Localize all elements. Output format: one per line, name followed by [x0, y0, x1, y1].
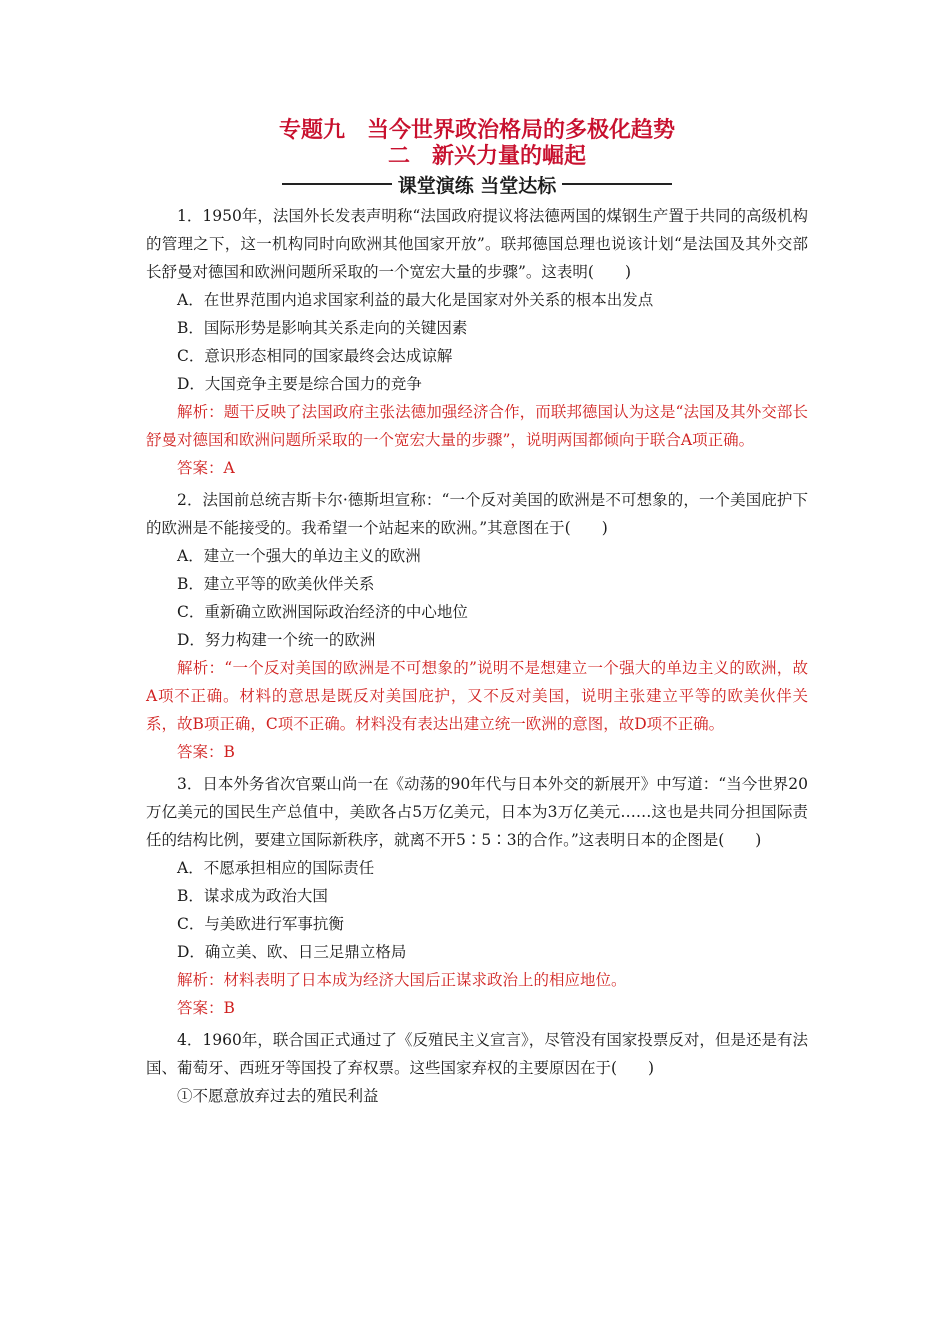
page-title: 专题九 当今世界政治格局的多极化趋势	[278, 118, 675, 143]
option-c: C．重新确立欧洲国际政治经济的中心地位	[177, 603, 468, 621]
question-1	[146, 202, 808, 482]
document-page	[146, 118, 808, 1110]
option-b: B．建立平等的欧美伙伴关系	[177, 575, 375, 593]
analysis-text: 解析：“一个反对美国的欧洲是不可想象的”说明不是想建立一个强大的单边主义的欧洲，故A项不正确。材料的意思是既反对美国庇护，又不反对美国，说明主张建立平等的欧美伙伴关系，故B项正确，C项不正确。材料没有表达出建立统一欧洲的意图，故D项不正确。	[146, 659, 808, 733]
page-subtitle: 二 新兴力量的崛起	[387, 144, 586, 169]
banner-line-left	[282, 183, 392, 185]
option-d: D．努力构建一个统一的欧洲	[177, 631, 376, 649]
banner-text: 课堂演练 当堂达标	[397, 174, 557, 197]
option-1: ①不愿意放弃过去的殖民利益	[177, 1087, 379, 1105]
analysis-text: 解析：题干反映了法国政府主张法德加强经济合作，而联邦德国认为这是“法国及其外交部长舒曼对德国和欧洲问题所采取的一个宽宏大量的步骤”，说明两国都倾向于联合A项正确。	[146, 403, 808, 449]
question-stem: 1．1950年，法国外长发表声明称“法国政府提议将法德两国的煤钢生产置于共同的高级机构的管理之下，这一机构同时向欧洲其他国家开放”。联邦德国总理也说该计划“是法国及其外交部长舒曼对德国和欧洲问题所采取的一个宽宏大量的步骤”。这表明( )	[146, 207, 808, 281]
option-a: A．不愿承担相应的国际责任	[177, 859, 375, 877]
option-d: D．确立美、欧、日三足鼎立格局	[177, 943, 407, 961]
option-d: D．大国竞争主要是综合国力的竞争	[177, 375, 422, 393]
question-2	[146, 486, 808, 766]
banner-line-right	[562, 183, 672, 185]
question-3	[146, 770, 808, 1022]
analysis-text: 解析：材料表明了日本成为经济大国后正谋求政治上的相应地位。	[177, 971, 627, 989]
section-banner	[146, 170, 808, 198]
answer-text: 答案：A	[177, 459, 235, 477]
option-c: C．意识形态相同的国家最终会达成谅解	[177, 347, 453, 365]
question-stem: 2．法国前总统吉斯卡尔·德斯坦宣称：“一个反对美国的欧洲是不可想象的，一个美国庇护下的欧洲是不能接受的。我希望一个站起来的欧洲。”其意图在于( )	[146, 491, 808, 537]
option-b: B．谋求成为政治大国	[177, 887, 328, 905]
option-b: B．国际形势是影响其关系走向的关键因素	[177, 319, 468, 337]
answer-text: 答案：B	[177, 743, 235, 761]
option-c: C．与美欧进行军事抗衡	[177, 915, 344, 933]
question-4	[146, 1026, 808, 1110]
option-a: A．在世界范围内追求国家利益的最大化是国家对外关系的根本出发点	[177, 291, 654, 309]
question-stem: 4．1960年，联合国正式通过了《反殖民主义宣言》，尽管没有国家投票反对，但是还是有法国、葡萄牙、西班牙等国投了弃权票。这些国家弃权的主要原因在于( )	[146, 1031, 808, 1077]
option-a: A．建立一个强大的单边主义的欧洲	[177, 547, 421, 565]
question-stem: 3．日本外务省次官粟山尚一在《动荡的90年代与日本外交的新展开》中写道：“当今世界20万亿美元的国民生产总值中，美欧各占5万亿美元，日本为3万亿美元……这也是共同分担国际责任的结构比例，要建立国际新秩序，就离不开5∶5∶3的合作。”这表明日本的企图是( )	[146, 775, 808, 849]
answer-text: 答案：B	[177, 999, 235, 1017]
